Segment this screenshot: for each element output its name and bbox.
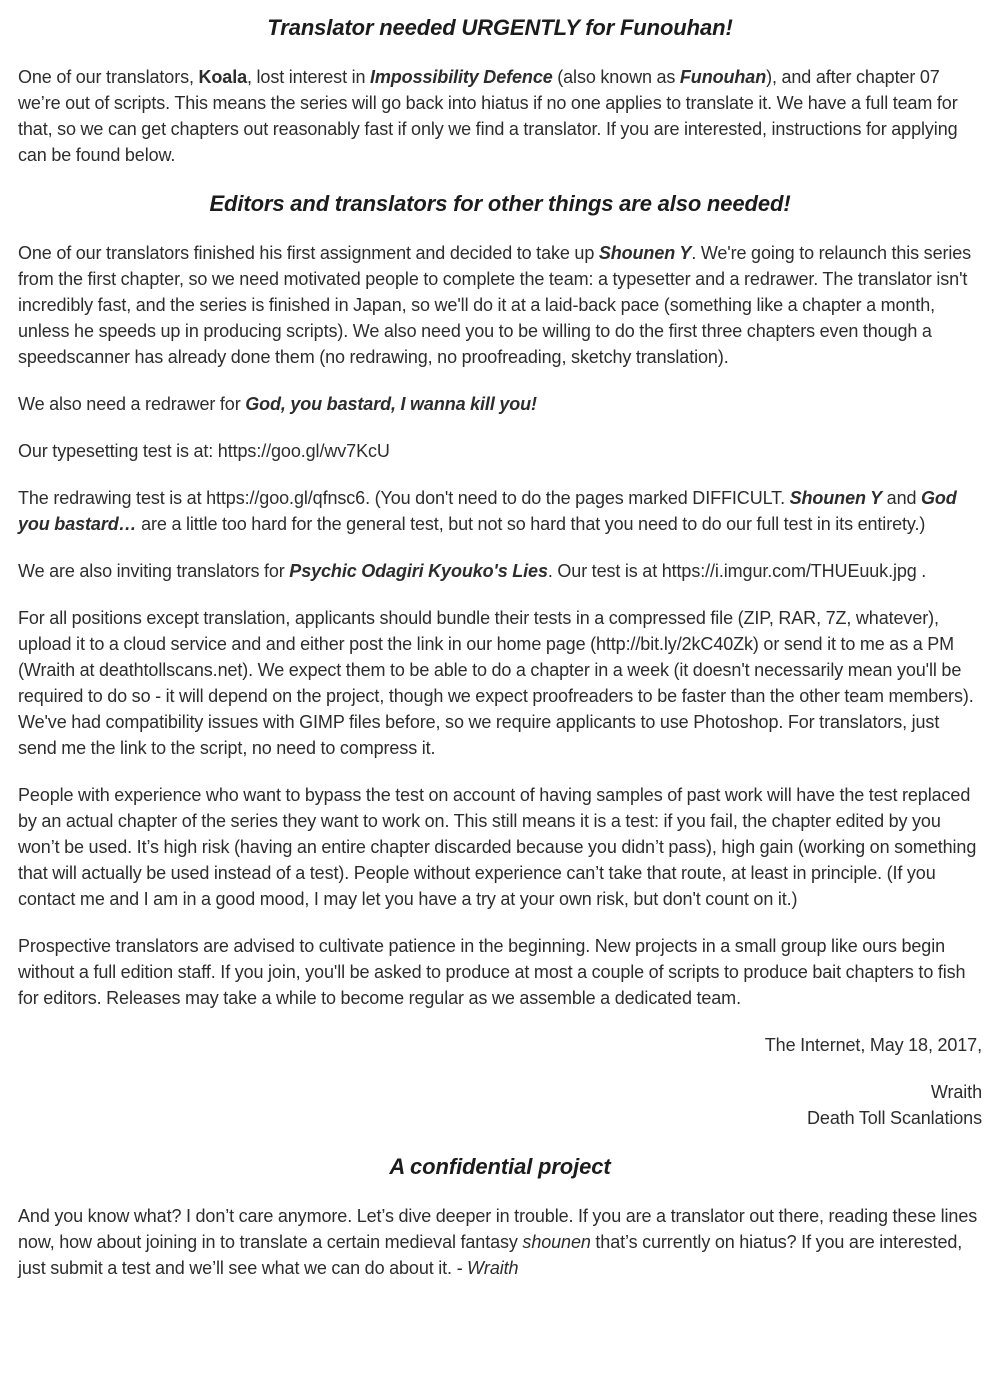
text-segment: People with experience who want to bypass the test on account of having samples of past work will have the test replaced by an actual chapter of the series they want to work on. This still means it is a test: if you fail, the chapter edited by you won’t be used. It’s high risk (having an entire chapter discarded because you didn’t pass), high gain (working on something that will actually be used instead of a test). People without experience can’t take that route, at least in principle. (If you contact me and I am in a good mood, I may let you have a try at your own risk, but don't count on it.) bbox=[18, 785, 977, 909]
text-segment: The Internet, May 18, 2017, bbox=[764, 1035, 982, 1055]
doc-heading bbox=[18, 1152, 982, 1182]
doc-paragraph bbox=[18, 1203, 982, 1281]
text-segment: Funouhan bbox=[679, 67, 767, 87]
text-segment: Shounen Y bbox=[789, 488, 883, 508]
text-segment: Psychic Odagiri Kyouko's Lies bbox=[289, 561, 548, 581]
doc-paragraph bbox=[18, 240, 982, 370]
text-segment: Prospective translators are advised to cultivate patience in the beginning. New projects in a small group like ours begin without a full edition staff. If you join, you'll be asked to produce at most a couple of scripts to produce bait chapters to fish for editors. Releases may take a while to become regular as we assemble a dedicated team. bbox=[18, 936, 966, 1008]
text-segment: Wraith bbox=[930, 1082, 982, 1102]
text-segment: One of our translators finished his first assignment and decided to take up bbox=[18, 243, 599, 263]
doc-heading bbox=[18, 13, 982, 43]
text-segment: . We're going to relaunch this series from the first chapter, so we need motivated people to complete the team: a typesetter and a redrawer. The translator isn't incredibly fast, and the series is finished in Japan, so we'll do it at a laid-back pace (something like a chapter a month, unless he speeds up in producing scripts). We also need you to be willing to do the first three chapters even though a speedscanner has already done them (no redrawing, no proofreading, sketchy translation). bbox=[18, 243, 972, 367]
doc-heading bbox=[18, 189, 982, 219]
text-segment: One of our translators, bbox=[18, 67, 199, 87]
text-segment: And you know what? I don’t care anymore. Let’s dive deeper in trouble. If you are a translator out there, reading these lines now, how about joining in to translate a certain medieval fantasy bbox=[18, 1206, 978, 1252]
text-segment: Editors and translators for other things are also needed! bbox=[209, 191, 791, 216]
text-segment: We also need a redrawer for bbox=[18, 394, 246, 414]
text-segment: that’s currently on hiatus? If you are interested, just submit a test and we’ll see what we can do about it. bbox=[18, 1232, 963, 1278]
text-segment: Translator needed URGENTLY for Funouhan! bbox=[267, 15, 733, 40]
doc-paragraph bbox=[18, 64, 982, 168]
doc-paragraph bbox=[18, 1032, 982, 1058]
text-segment: - Wraith bbox=[456, 1258, 519, 1278]
text-segment: For all positions except translation, applicants should bundle their tests in a compressed file (ZIP, RAR, 7Z, whatever), upload it to a cloud service and and either post the link in our home page (http://bit.ly/2kC40Zk) or send it to me as a PM (Wraith at deathtollscans.net). We expect them to be able to do a chapter in a week (it doesn't necessarily mean you'll be required to do so - it will depend on the project, though we expect proofreaders to be faster than the other team members). We've had compatibility issues with GIMP files before, so we require applicants to use Photoshop. For translators, just send me the link to the script, no need to compress it. bbox=[18, 608, 974, 758]
doc-paragraph bbox=[18, 438, 982, 464]
text-segment: God, you bastard, I wanna kill you! bbox=[245, 394, 537, 414]
text-segment: are a little too hard for the general test, but not so hard that you need to do our full test in its entirety.) bbox=[136, 514, 926, 534]
text-segment: A confidential project bbox=[389, 1154, 611, 1179]
doc-paragraph bbox=[18, 933, 982, 1011]
text-segment: Impossibility Defence bbox=[369, 67, 553, 87]
text-segment: and bbox=[882, 488, 921, 508]
doc-paragraph bbox=[18, 391, 982, 417]
text-segment: Shounen Y bbox=[598, 243, 692, 263]
text-segment: Koala bbox=[198, 67, 248, 87]
text-segment: We are also inviting translators for bbox=[18, 561, 290, 581]
doc-paragraph bbox=[18, 1105, 982, 1131]
text-segment: . Our test is at https://i.imgur.com/THUEuuk.jpg . bbox=[547, 561, 927, 581]
doc-paragraph bbox=[18, 558, 982, 584]
text-segment: The redrawing test is at https://goo.gl/qfnsc6. (You don't need to do the pages marked DIFFICULT. bbox=[18, 488, 790, 508]
doc-paragraph bbox=[18, 485, 982, 537]
text-segment: (also known as bbox=[552, 67, 680, 87]
text-segment: shounen bbox=[522, 1232, 591, 1252]
text-segment: ), and after chapter 07 we’re out of scripts. This means the series will go back into hiatus if no one applies to translate it. We have a full team for that, so we can get chapters out reasonably fast if only we find a translator. If you are interested, instructions for applying can be found below. bbox=[18, 67, 958, 165]
text-segment: , lost interest in bbox=[247, 67, 370, 87]
text-segment: God you bastard… bbox=[18, 488, 957, 534]
doc-paragraph bbox=[18, 1079, 982, 1105]
doc-paragraph bbox=[18, 782, 982, 912]
text-segment: Our typesetting test is at: https://goo.gl/wv7KcU bbox=[18, 441, 390, 461]
doc-paragraph bbox=[18, 605, 982, 761]
text-segment: Death Toll Scanlations bbox=[807, 1108, 982, 1128]
